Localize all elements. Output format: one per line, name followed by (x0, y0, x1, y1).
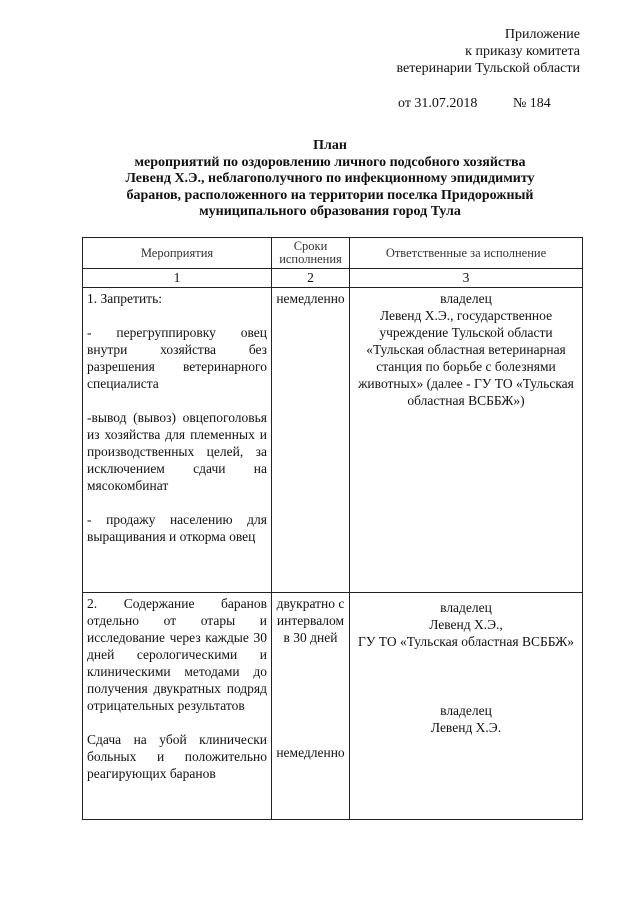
measure-item: 2. Содержание баранов отдельно от отары и исследование через каждые 30 дней серологическими и клиническими методами до получения двукратных подряд отрицательных результатов (87, 596, 267, 713)
term-text: немедленно (276, 291, 345, 306)
table-index-row (83, 269, 583, 288)
header-measures: Мероприятия (83, 238, 272, 269)
title-line: План (313, 138, 347, 153)
term-text: двукратно с интервалом в 30 дней (276, 596, 345, 645)
header-terms: Сроки исполнения (272, 238, 350, 269)
responsible-text: владелец Левенд Х.Э., ГУ ТО «Тульская областная ВСББЖ» (358, 600, 574, 649)
index-cell: 1 (83, 269, 272, 288)
measure-item: - перегруппировку овец внутри хозяйства без разрешения ветеринарного специалиста (87, 325, 267, 391)
measure-heading: 1. Запретить: (87, 291, 162, 306)
measure-item: -вывод (вывоз) овцепоголовья из хозяйства для племенных и производственных целей, за исключением сдачи на мясокомбинат (87, 410, 267, 493)
table-row (83, 593, 583, 820)
appendix-line: ветеринарии Тульской области (396, 61, 580, 76)
table-header-row (83, 238, 583, 269)
term-text: немедленно (276, 745, 345, 760)
measure-item: - продажу населению для выращивания и откорма овец (87, 512, 267, 544)
measures-cell (83, 288, 272, 593)
title-line: Левенд Х.Э., неблагополучного по инфекционному эпидидимиту (125, 171, 535, 186)
responsible-text: владелец Левенд Х.Э. (430, 703, 502, 735)
order-date: от 31.07.2018 (398, 96, 478, 111)
term-cell (272, 288, 350, 593)
plan-table (82, 237, 583, 820)
order-number: № 184 (512, 96, 551, 111)
header-responsible: Ответственные за исполнение (350, 238, 583, 269)
table-row (83, 288, 583, 593)
measures-cell (83, 593, 272, 820)
appendix-block (350, 26, 580, 77)
responsible-text: владелец Левенд Х.Э., государственное учреждение Тульской области «Тульская областная ветеринарная станция по борьбе с болезнями животных» (далее - ГУ ТО «Тульская областная ВСББЖ») (358, 291, 574, 408)
index-cell: 3 (350, 269, 583, 288)
appendix-line: к приказу комитета (465, 44, 580, 59)
responsible-cell (350, 288, 583, 593)
order-reference (398, 95, 551, 112)
title-line: муниципального образования город Тула (199, 204, 461, 219)
appendix-line: Приложение (504, 27, 580, 42)
index-cell: 2 (272, 269, 350, 288)
measure-item: Сдача на убой клинически больных и положительно реагирующих баранов (87, 732, 267, 781)
title-line: баранов, расположенного на территории поселка Придорожный (126, 187, 534, 203)
title-line: мероприятий по оздоровлению личного подсобного хозяйства (134, 154, 526, 170)
responsible-cell (350, 593, 583, 820)
document-title (100, 138, 560, 221)
term-cell (272, 593, 350, 820)
